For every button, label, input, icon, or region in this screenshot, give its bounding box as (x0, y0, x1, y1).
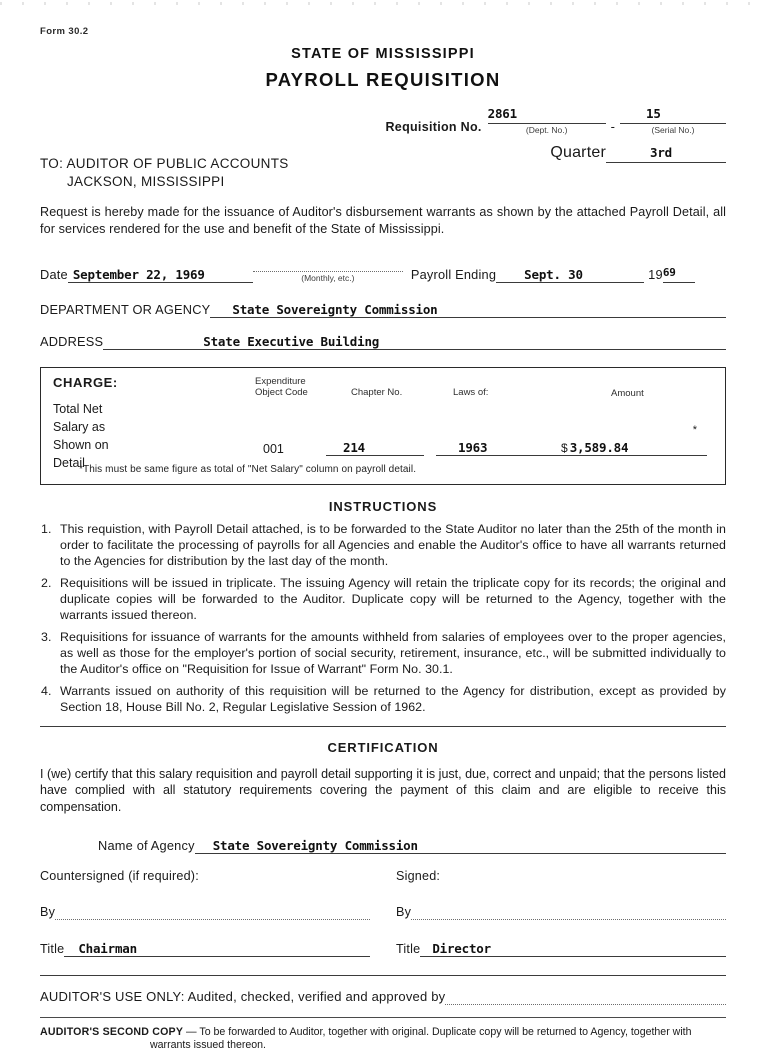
address-value: State Executive Building (203, 333, 380, 349)
chapter-no-header: Chapter No. (351, 386, 403, 398)
payroll-ending-field[interactable] (496, 267, 644, 283)
laws-of-header: Laws of: (453, 386, 489, 398)
signed-title-field[interactable] (420, 941, 726, 957)
instructions-heading: INSTRUCTIONS (328, 498, 438, 514)
payroll-requisition-form (40, 26, 726, 1052)
payroll-ending-value: Sept. 30 (524, 266, 583, 282)
addressee-line-2: JACKSON, MISSISSIPPI (67, 174, 225, 190)
monthly-caption: (Monthly, etc.) (301, 272, 355, 283)
quarter-value: 3rd (650, 145, 672, 160)
amount-currency-symbol: $ (561, 440, 568, 455)
charge-box (40, 367, 726, 485)
payroll-ending-label: Payroll Ending (410, 266, 497, 282)
department-field[interactable] (210, 302, 726, 318)
second-copy-bold-label: AUDITOR'S SECOND COPY (40, 1025, 184, 1038)
object-code-value: 001 (263, 441, 284, 456)
countersigned-column (40, 869, 370, 957)
object-code-header-line2: Object Code (255, 387, 308, 399)
signature-grid (40, 869, 726, 957)
instruction-item: Warrants issued on authority of this requisition will be returned to the Agency for distribution, except as provided by Section 18, House Bill No. 2, Regular Legislative Session of 1962. (60, 683, 726, 714)
charge-row-label-line3: Shown on (53, 437, 109, 452)
agency-name-row (40, 838, 726, 854)
countersigned-title-row (40, 941, 370, 957)
quarter-field[interactable] (606, 144, 726, 163)
monthly-frequency-field[interactable] (253, 256, 403, 272)
signed-by-field[interactable] (411, 904, 726, 920)
charge-row-label-line1: Total Net (53, 401, 103, 416)
signed-column (396, 869, 726, 957)
charge-column-headers (41, 376, 725, 402)
dept-no-value: 2861 (487, 106, 517, 121)
auditor-approved-by-field[interactable] (445, 989, 726, 1005)
agency-name-field[interactable] (195, 838, 726, 854)
amount-asterisk-marker: * (692, 423, 697, 436)
address-field[interactable] (103, 334, 726, 350)
dept-no-field[interactable] (488, 105, 606, 124)
date-row (40, 256, 726, 283)
date-label: Date (40, 266, 68, 282)
auditor-use-only-row (40, 989, 726, 1005)
agency-name-value: State Sovereignty Commission (212, 837, 418, 853)
year-value: 69 (662, 265, 676, 279)
instruction-item: Requisitions will be issued in triplicate. The issuing Agency will retain the triplicate copy for its records; the original and duplicate copies will be forwarded to the Auditor. Duplicate copy will be returned to the Agency, together with the warrants issued thereon. (60, 575, 726, 622)
signed-title-label: Title (396, 941, 421, 956)
address-row (40, 334, 726, 350)
amount-field[interactable] (568, 440, 707, 456)
countersigned-title-value: Chairman (78, 940, 137, 956)
countersigned-by-field[interactable] (55, 904, 370, 920)
quarter-label: Quarter (550, 144, 606, 161)
scan-edge-artifact (0, 2, 763, 5)
chapter-no-value: 214 (343, 439, 365, 455)
signed-label: Signed: (396, 868, 441, 883)
countersigned-by-label: By (40, 904, 56, 919)
date-value: September 22, 1969 (72, 266, 205, 282)
instruction-item: This requistion, with Payroll Detail attached, is to be forwarded to the State Auditor no later than the 25th of the month in order to facilitate the processing of payrolls for all Agencies and enable the Auditor's office to have all warrants returned to the Agencies for distribution by the last day of the month. (60, 521, 726, 568)
expenditure-header-line1: Expenditure (255, 375, 306, 387)
amount-value: 3,589.84 (569, 439, 629, 455)
laws-of-field[interactable] (436, 440, 571, 456)
agency-name-label: Name of Agency (98, 837, 195, 853)
signed-by-row (396, 904, 726, 920)
amount-header: Amount (611, 387, 644, 399)
requisition-no-label: Requisition No. (385, 120, 482, 134)
section-divider (40, 726, 726, 727)
dept-no-caption: (Dept. No.) (525, 125, 568, 135)
year-field[interactable] (663, 267, 695, 283)
department-row (40, 302, 726, 318)
countersigned-title-label: Title (40, 941, 65, 956)
auditor-second-copy-note (40, 1026, 726, 1053)
serial-no-field[interactable] (620, 105, 726, 124)
department-value: State Sovereignty Commission (232, 301, 438, 317)
address-label: ADDRESS (40, 333, 104, 349)
addressee-line-1: TO: AUDITOR OF PUBLIC ACCOUNTS (40, 156, 289, 171)
signed-title-value: Director (432, 940, 491, 956)
second-copy-dash: — (186, 1025, 197, 1038)
date-field[interactable] (68, 267, 253, 283)
auditor-use-only-label: AUDITOR'S USE ONLY: Audited, checked, verified and approved by (40, 988, 446, 1004)
auditor-divider (40, 975, 726, 976)
instructions-list (40, 521, 726, 715)
serial-no-value: 15 (646, 106, 661, 121)
serial-no-caption: (Serial No.) (651, 125, 695, 135)
certification-paragraph: I (we) certify that this salary requisition and payroll detail supporting it is just, due, correct and unpaid; that the persons listed have complied with all statutory requirements covering the payment of this claim and are eligible to receive this compensation. (40, 766, 726, 814)
instruction-item: Requisitions for issuance of warrants for the amounts withheld from salaries of employees over to the proper agencies, as well as those for the employer's portion of social security, retirement, insurance, etc., will be submitted individually to the Auditor's office on "Requisition for Issue of Warrant" Form No. 30.1. (60, 629, 726, 676)
countersigned-title-field[interactable] (64, 941, 370, 957)
charge-title: CHARGE: (53, 374, 118, 390)
charge-row-label-line2: Salary as (53, 419, 106, 434)
year-prefix-label: 19 (648, 266, 663, 282)
signed-by-label: By (396, 904, 412, 919)
requisition-separator: - (610, 119, 615, 134)
certification-heading: CERTIFICATION (327, 739, 439, 755)
footer-divider (40, 1017, 726, 1018)
form-code-label: Form 30.2 (40, 26, 89, 37)
department-label: DEPARTMENT OR AGENCY (40, 301, 211, 317)
form-title: PAYROLL REQUISITION (265, 69, 501, 90)
signed-title-row (396, 941, 726, 957)
charge-row-label-line4: Detail (53, 456, 85, 471)
chapter-no-field[interactable] (326, 440, 424, 456)
requisition-number-block (40, 105, 726, 161)
charge-footnote: *This must be same figure as total of "Net Salary" column on payroll detail. (79, 463, 417, 475)
countersigned-by-row (40, 904, 370, 920)
request-paragraph: Request is hereby made for the issuance of Auditor's disbursement warrants as shown by the attached Payroll Detail, all for services rendered for the use and benefit of the State of Mississippi. (40, 205, 726, 237)
countersigned-label: Countersigned (if required): (40, 868, 199, 883)
second-copy-text: To be forwarded to Auditor, together with original. Duplicate copy will be returned to Agency, together with (199, 1025, 692, 1038)
second-copy-text-continued: warrants issued thereon. (150, 1039, 267, 1052)
state-heading: STATE OF MISSISSIPPI (291, 46, 475, 62)
laws-of-value: 1963 (458, 439, 488, 455)
charge-values-row (41, 434, 725, 456)
